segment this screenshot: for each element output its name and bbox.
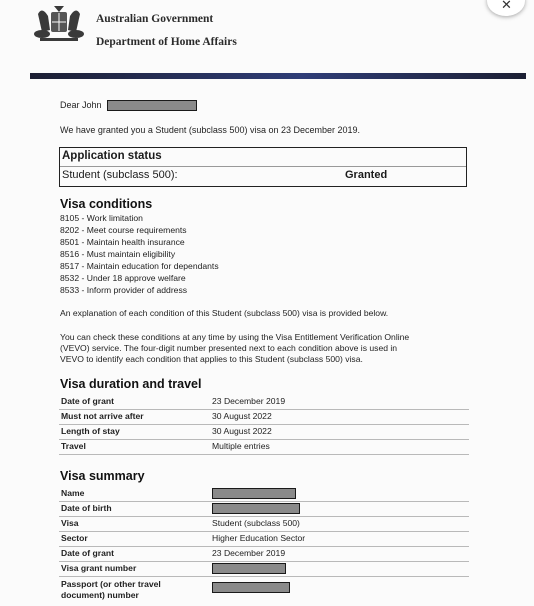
visa-conditions-heading: Visa conditions xyxy=(60,197,153,211)
summary-row xyxy=(59,578,469,602)
coat-of-arms-icon xyxy=(30,4,88,48)
condition-item: 8533 - Inform provider of address xyxy=(60,285,188,295)
vevo-line-3: VEVO to identify each condition that applies to this Student (subclass 500) visa. xyxy=(60,354,363,364)
visa-summary-heading: Visa summary xyxy=(60,469,145,483)
header-divider-bar xyxy=(30,73,526,79)
close-icon: ✕ xyxy=(501,0,512,13)
summary-row xyxy=(59,547,469,562)
redacted-grant-number xyxy=(212,563,286,574)
close-button[interactable] xyxy=(487,0,525,16)
redacted-name xyxy=(212,488,296,499)
summary-label: Name xyxy=(61,488,85,498)
duration-value: 30 August 2022 xyxy=(212,411,272,421)
duration-value: 23 December 2019 xyxy=(212,396,286,406)
summary-row xyxy=(59,502,469,517)
redacted-passport-number xyxy=(212,582,290,593)
duration-label: Travel xyxy=(61,441,86,451)
condition-item: 8532 - Under 18 approve welfare xyxy=(60,273,186,283)
duration-row xyxy=(59,395,469,410)
summary-label: Date of birth xyxy=(61,503,112,513)
duration-value: 30 August 2022 xyxy=(212,426,272,436)
application-status-visa: Student (subclass 500): xyxy=(62,169,178,181)
application-status-box xyxy=(59,147,467,187)
application-status-title: Application status xyxy=(62,150,162,162)
salutation-text: Dear John xyxy=(60,100,102,110)
redacted-surname xyxy=(107,100,197,111)
duration-label: Length of stay xyxy=(61,426,120,436)
summary-value: Higher Education Sector xyxy=(212,533,306,543)
summary-value: Student (subclass 500) xyxy=(212,518,300,528)
condition-item: 8105 - Work limitation xyxy=(60,213,143,223)
agency-department-name: Department of Home Affairs xyxy=(96,36,237,48)
duration-label: Must not arrive after xyxy=(61,411,144,421)
agency-government-name: Australian Government xyxy=(96,13,214,25)
grant-sentence: We have granted you a Student (subclass 500) visa on 23 December 2019. xyxy=(60,125,361,135)
visa-duration-heading: Visa duration and travel xyxy=(60,377,202,391)
vevo-line-1: You can check these conditions at any time by using the Visa Entitlement Verification Online xyxy=(60,332,410,342)
duration-value: Multiple entries xyxy=(212,441,270,451)
condition-item: 8202 - Meet course requirements xyxy=(60,225,187,235)
summary-label: Date of grant xyxy=(61,548,114,558)
summary-label: Visa grant number xyxy=(61,563,137,573)
summary-row xyxy=(59,532,469,547)
summary-row xyxy=(59,487,469,502)
summary-label: Passport (or other travel xyxy=(61,579,161,589)
duration-row xyxy=(59,440,469,455)
vevo-line-2: (VEVO) service. The four-digit number presented next to each condition above is used in xyxy=(60,343,398,353)
conditions-explanation: An explanation of each condition of this Student (subclass 500) visa is provided below. xyxy=(60,308,389,318)
duration-row xyxy=(59,410,469,425)
application-status-value: Granted xyxy=(345,169,388,181)
summary-row xyxy=(59,517,469,532)
redacted-date-of-birth xyxy=(212,503,300,514)
summary-label: Sector xyxy=(61,533,88,543)
summary-label: Visa xyxy=(61,518,79,528)
condition-item: 8501 - Maintain health insurance xyxy=(60,237,185,247)
salutation xyxy=(60,100,197,111)
duration-row xyxy=(59,425,469,440)
summary-label-continued: document) number xyxy=(61,590,139,600)
condition-item: 8516 - Must maintain eligibility xyxy=(60,249,176,259)
condition-item: 8517 - Maintain education for dependants xyxy=(60,261,219,271)
summary-value: 23 December 2019 xyxy=(212,548,286,558)
duration-label: Date of grant xyxy=(61,396,114,406)
summary-row xyxy=(59,562,469,577)
